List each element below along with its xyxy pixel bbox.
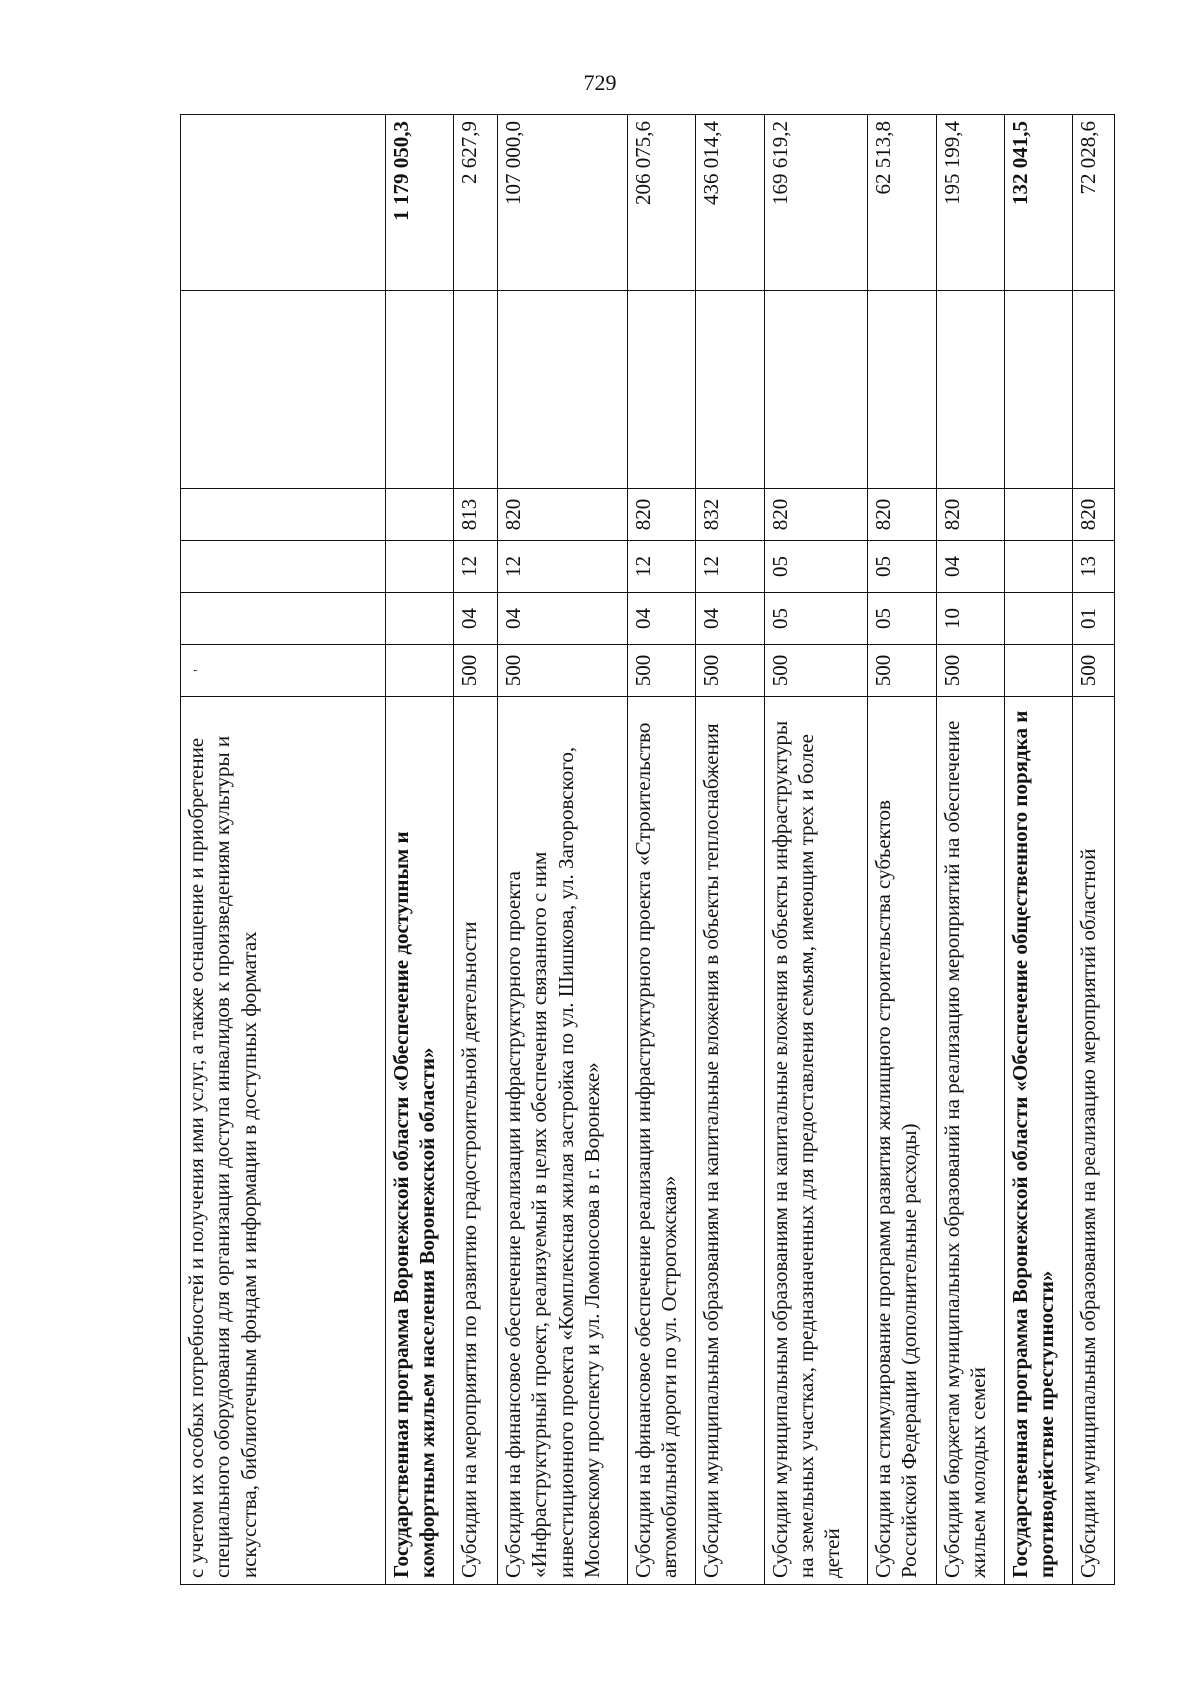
subsection-code-cell: 12 (454, 541, 498, 593)
grbs-code-cell (1004, 645, 1072, 697)
expense-type-code-cell: 820 (764, 489, 868, 541)
section-code-cell: 04 (628, 593, 696, 645)
amount-cell: 206 075,6 (628, 115, 696, 291)
subsection-code-cell: 04 (936, 541, 1004, 593)
expense-type-code-cell: 820 (936, 489, 1004, 541)
grbs-code-cell: 500 (868, 645, 936, 697)
expense-type-code-cell: 832 (696, 489, 764, 541)
section-code-cell (181, 593, 386, 645)
row-name-cell: Субсидии на финансовое обеспечение реализации инфраструктурного проекта «Строительство автомобильной дороги по ул. Острогожская» (628, 697, 696, 1585)
amount-cell (181, 115, 386, 291)
section-code-cell: 04 (454, 593, 498, 645)
row-name-cell: Субсидии на мероприятия по развитию градостроительной деятельности (454, 697, 498, 1585)
rotated-page-body (180, 115, 1115, 1585)
table-row (696, 115, 764, 1585)
section-code-cell: 05 (764, 593, 868, 645)
amount-cell: 107 000,0 (498, 115, 628, 291)
amount-cell: 72 028,6 (1073, 115, 1115, 291)
subsection-code-cell: 12 (628, 541, 696, 593)
empty-cell (868, 291, 936, 489)
amount-cell: 195 199,4 (936, 115, 1004, 291)
table-row (936, 115, 1004, 1585)
empty-cell (454, 291, 498, 489)
grbs-code-cell (385, 645, 453, 697)
expense-type-code-cell: 820 (868, 489, 936, 541)
grbs-code-cell: 500 (764, 645, 868, 697)
grbs-code-cell: 500 (936, 645, 1004, 697)
table-row (498, 115, 628, 1585)
grbs-code-cell: 500 (628, 645, 696, 697)
empty-cell (764, 291, 868, 489)
subsection-code-cell: 05 (868, 541, 936, 593)
table-row (868, 115, 936, 1585)
table-row (385, 115, 453, 1585)
subsection-code-cell (181, 541, 386, 593)
subsection-code-cell: 05 (764, 541, 868, 593)
expense-type-code-cell: 820 (628, 489, 696, 541)
section-code-cell: 04 (498, 593, 628, 645)
expense-type-code-cell: 820 (1073, 489, 1115, 541)
page-number: 729 (583, 70, 617, 95)
row-name-cell: с учетом их особых потребностей и получения ими услуг, а также оснащение и приобретение специального оборудования для организации доступа инвалидов к произведениям культуры и искусства, библиотечным фондам и информации в доступных форматах (181, 697, 386, 1585)
table-row (1004, 115, 1072, 1585)
row-name-cell: Государственная программа Воронежской области «Обеспечение общественного порядка и противодействие преступности» (1004, 697, 1072, 1585)
table-row (764, 115, 868, 1585)
amount-cell: 62 513,8 (868, 115, 936, 291)
row-name-cell: Субсидии на стимулирование программ развития жилищного строительства субъектов Российской Федерации (дополнительные расходы) (868, 697, 936, 1585)
budget-table-body (181, 115, 1115, 1585)
amount-cell: 1 179 050,3 (385, 115, 453, 291)
expense-type-code-cell (181, 489, 386, 541)
table-row (454, 115, 498, 1585)
budget-table (180, 114, 1115, 1585)
row-name-cell: Субсидии бюджетам муниципальных образований на реализацию мероприятий на обеспечение жильем молодых семей (936, 697, 1004, 1585)
row-name-cell: Субсидии муниципальным образованиям на капитальные вложения в объекты теплоснабжения (696, 697, 764, 1585)
empty-cell (498, 291, 628, 489)
subsection-code-cell: 13 (1073, 541, 1115, 593)
amount-cell: 132 041,5 (1004, 115, 1072, 291)
subsection-code-cell (1004, 541, 1072, 593)
empty-cell (385, 291, 453, 489)
empty-cell (696, 291, 764, 489)
amount-cell: 169 619,2 (764, 115, 868, 291)
expense-type-code-cell: 820 (498, 489, 628, 541)
empty-cell (936, 291, 1004, 489)
amount-cell: 436 014,4 (696, 115, 764, 291)
row-name-cell: Субсидии муниципальным образованиям на капитальные вложения в объекты инфраструктуры на земельных участках, предназначенных для предоставления семьям, имеющим трех и более детей (764, 697, 868, 1585)
empty-cell (628, 291, 696, 489)
section-code-cell (385, 593, 453, 645)
table-row (628, 115, 696, 1585)
table-row (1073, 115, 1115, 1585)
expense-type-code-cell (1004, 489, 1072, 541)
subsection-code-cell (385, 541, 453, 593)
row-name-cell: Субсидии муниципальным образованиям на реализацию мероприятий областной (1073, 697, 1115, 1585)
stray-mark: ' (192, 669, 207, 672)
subsection-code-cell: 12 (498, 541, 628, 593)
table-row (181, 115, 386, 1585)
grbs-code-cell: 500 (454, 645, 498, 697)
subsection-code-cell: 12 (696, 541, 764, 593)
row-name-cell: Субсидии на финансовое обеспечение реализации инфраструктурного проекта «Инфраструктурный проект, реализуемый в целях обеспечения связанного с ним инвестиционного проекта «Комплексная жилая застройка по ул. Шишкова, ул. Загоровского, Московскому проспекту и ул. Ломоносова в г. Воронеже» (498, 697, 628, 1585)
section-code-cell: 05 (868, 593, 936, 645)
section-code-cell (1004, 593, 1072, 645)
section-code-cell: 01 (1073, 593, 1115, 645)
empty-cell (1004, 291, 1072, 489)
row-name-cell: Государственная программа Воронежской области «Обеспечение доступным и комфортным жильем населения Воронежской области» (385, 697, 453, 1585)
expense-type-code-cell (385, 489, 453, 541)
grbs-code-cell: 500 (498, 645, 628, 697)
expense-type-code-cell: 813 (454, 489, 498, 541)
empty-cell (181, 291, 386, 489)
section-code-cell: 10 (936, 593, 1004, 645)
grbs-code-cell: 500 (1073, 645, 1115, 697)
grbs-code-cell (181, 645, 386, 697)
grbs-code-cell: 500 (696, 645, 764, 697)
section-code-cell: 04 (696, 593, 764, 645)
empty-cell (1073, 291, 1115, 489)
amount-cell: 2 627,9 (454, 115, 498, 291)
